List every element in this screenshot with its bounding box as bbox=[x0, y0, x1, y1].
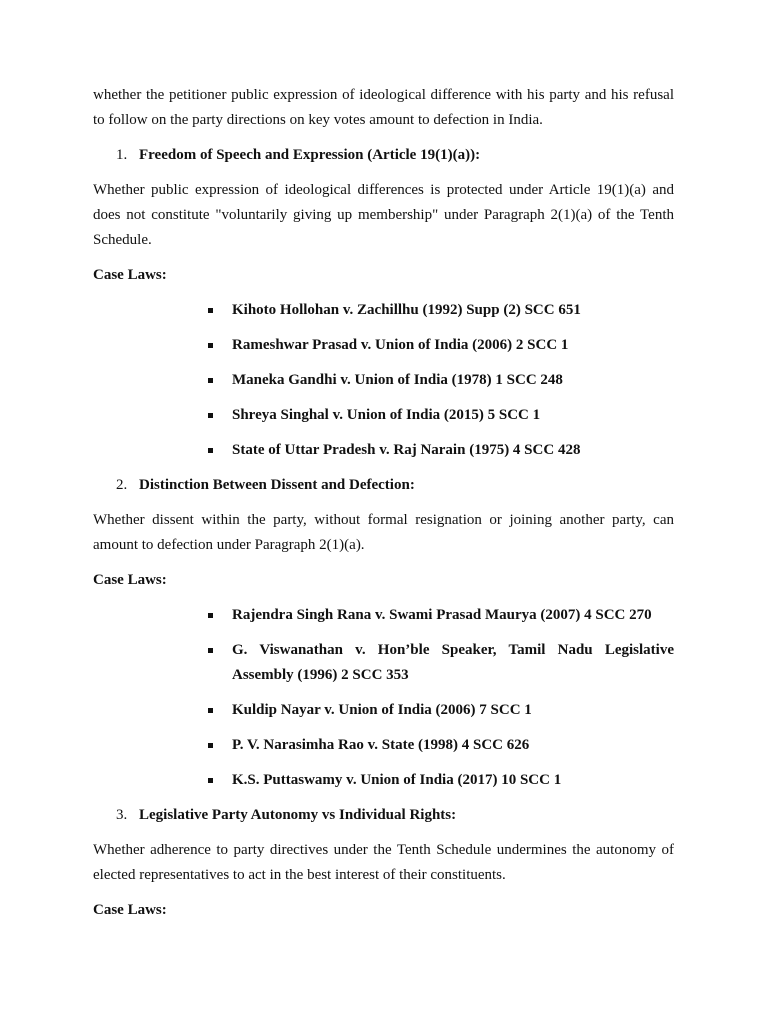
section-title: Distinction Between Dissent and Defection: bbox=[139, 477, 415, 493]
bullet-icon bbox=[208, 308, 213, 313]
case-item: Kuldip Nayar v. Union of India (2006) 7 SCC 1 bbox=[93, 698, 674, 723]
bullet-icon bbox=[208, 343, 213, 348]
section-1-case-list bbox=[93, 298, 674, 463]
section-2-case-list bbox=[93, 603, 674, 793]
section-number: 3. bbox=[116, 807, 128, 823]
section-1-case-laws-label: Case Laws: bbox=[93, 267, 167, 283]
bullet-icon bbox=[208, 708, 213, 713]
bullet-icon bbox=[208, 648, 213, 653]
intro-paragraph: whether the petitioner public expression of ideological difference with his party and his refusal to follow on the party directions on key votes amount to defection in India. bbox=[93, 87, 674, 128]
bullet-icon bbox=[208, 778, 213, 783]
case-item: Maneka Gandhi v. Union of India (1978) 1 SCC 248 bbox=[93, 368, 674, 393]
section-2-question: Whether dissent within the party, without formal resignation or joining another party, can amount to defection under Paragraph 2(1)(a). bbox=[93, 512, 674, 553]
case-item: G. Viswanathan v. Hon’ble Speaker, Tamil Nadu Legislative Assembly (1996) 2 SCC 353 bbox=[93, 638, 674, 688]
case-item: Shreya Singhal v. Union of India (2015) 5 SCC 1 bbox=[93, 403, 674, 428]
section-3-question: Whether adherence to party directives under the Tenth Schedule undermines the autonomy of elected representatives to act in the best interest of their constituents. bbox=[93, 842, 674, 883]
section-1-heading bbox=[93, 143, 674, 168]
section-number: 2. bbox=[116, 477, 128, 493]
case-item: Kihoto Hollohan v. Zachillhu (1992) Supp (2) SCC 651 bbox=[93, 298, 674, 323]
section-title: Freedom of Speech and Expression (Article 19(1)(a)): bbox=[139, 147, 481, 163]
case-item: State of Uttar Pradesh v. Raj Narain (1975) 4 SCC 428 bbox=[93, 438, 674, 463]
bullet-icon bbox=[208, 413, 213, 418]
section-3-case-laws-label: Case Laws: bbox=[93, 902, 167, 918]
section-2-case-laws-label: Case Laws: bbox=[93, 572, 167, 588]
section-2-heading bbox=[93, 473, 674, 498]
case-item: Rameshwar Prasad v. Union of India (2006) 2 SCC 1 bbox=[93, 333, 674, 358]
bullet-icon bbox=[208, 743, 213, 748]
bullet-icon bbox=[208, 613, 213, 618]
case-item: P. V. Narasimha Rao v. State (1998) 4 SCC 626 bbox=[93, 733, 674, 758]
section-number: 1. bbox=[116, 147, 128, 163]
bullet-icon bbox=[208, 378, 213, 383]
section-1-question: Whether public expression of ideological differences is protected under Article 19(1)(a) and does not constitute "voluntarily giving up membership" under Paragraph 2(1)(a) of the Tenth Schedule. bbox=[93, 182, 674, 248]
case-item: K.S. Puttaswamy v. Union of India (2017) 10 SCC 1 bbox=[93, 768, 674, 793]
bullet-icon bbox=[208, 448, 213, 453]
document-page bbox=[93, 83, 674, 923]
section-3-heading bbox=[93, 803, 674, 828]
case-item: Rajendra Singh Rana v. Swami Prasad Maurya (2007) 4 SCC 270 bbox=[93, 603, 674, 628]
section-title: Legislative Party Autonomy vs Individual Rights: bbox=[139, 807, 457, 823]
